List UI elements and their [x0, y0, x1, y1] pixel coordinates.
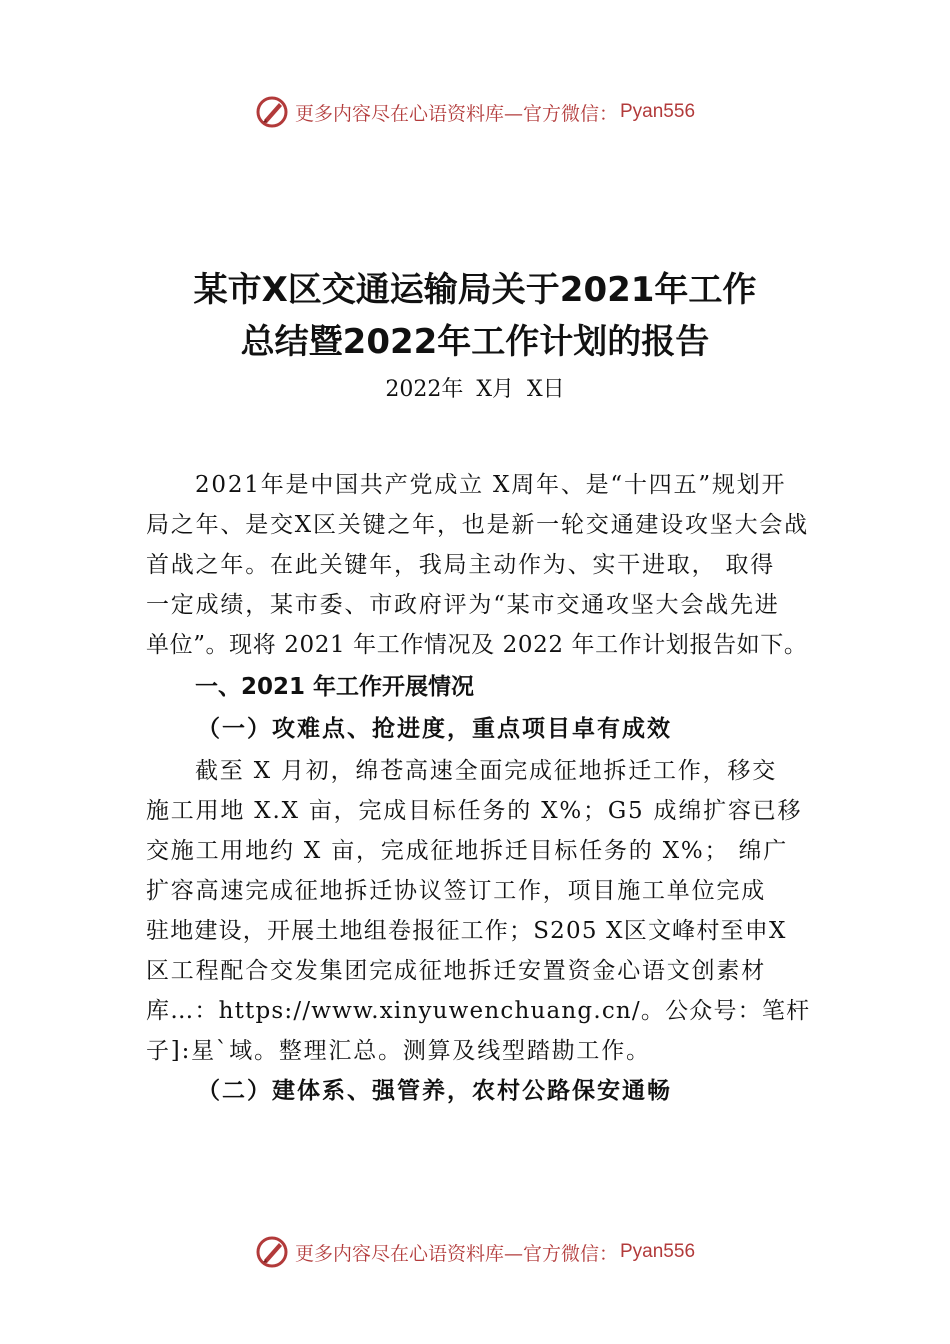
pen-seal-icon — [255, 95, 289, 129]
banner-text: 更多内容尽在心语资料库—官方微信： — [294, 102, 618, 125]
banner-wechat-id: Pyan556 — [620, 101, 696, 122]
document-date: 2022年 X月 X日 — [385, 377, 565, 402]
subsection-heading: （二）建体系、强管养，农村公路保安通畅 — [197, 1077, 672, 1104]
paragraph-line: 局之年、是交X区关键之年，也是新一轮交通建设攻坚大会战 — [146, 512, 809, 538]
document-title-line-2: 总结暨2022年工作计划的报告 — [240, 322, 710, 362]
paragraph-line: 库…：https://www.xinyuwenchuang.cn/。公众号：笔杆 — [146, 998, 811, 1024]
paragraph-line: 一定成绩，某市委、市政府评为“某市交通攻坚大会战先进 — [146, 592, 780, 618]
document-title-line-1: 某市X区交通运输局关于2021年工作 — [193, 270, 757, 310]
paragraph-line: 施工用地 X.X 亩，完成目标任务的 X%；G5 成绵扩容已移 — [146, 798, 803, 824]
footer-banner — [0, 1232, 950, 1272]
header-banner — [0, 92, 950, 132]
paragraph-line: 区工程配合交发集团完成征地拆迁安置资金心语文创素材 — [146, 958, 766, 984]
pen-seal-icon — [255, 1235, 289, 1269]
paragraph-line: 驻地建设，开展土地组卷报征工作；S205 X区文峰村至申X — [146, 918, 787, 944]
paragraph-line: 交施工用地约 X 亩，完成征地拆迁目标任务的 X%； 绵广 — [146, 838, 789, 864]
paragraph-line: 扩容高速完成征地拆迁协议签订工作，项目施工单位完成 — [146, 878, 766, 904]
paragraph-line: 首战之年。在此关键年，我局主动作为、实干进取， 取得 — [146, 552, 776, 578]
banner-wechat-id: Pyan556 — [620, 1241, 696, 1262]
section-heading: 一、2021 年工作开展情况 — [195, 674, 475, 700]
banner-text: 更多内容尽在心语资料库—官方微信： — [294, 1242, 618, 1265]
subsection-heading: （一）攻难点、抢进度，重点项目卓有成效 — [197, 715, 672, 742]
paragraph-line: 单位”。现将 2021 年工作情况及 2022 年工作计划报告如下。 — [146, 632, 808, 658]
paragraph-line: 2021年是中国共产党成立 X周年、是“十四五”规划开 — [195, 472, 787, 498]
paragraph-line: 子]:星`域。整理汇总。测算及线型踏勘工作。 — [146, 1038, 651, 1064]
paragraph-line: 截至 X 月初，绵苍高速全面完成征地拆迁工作，移交 — [195, 758, 777, 784]
